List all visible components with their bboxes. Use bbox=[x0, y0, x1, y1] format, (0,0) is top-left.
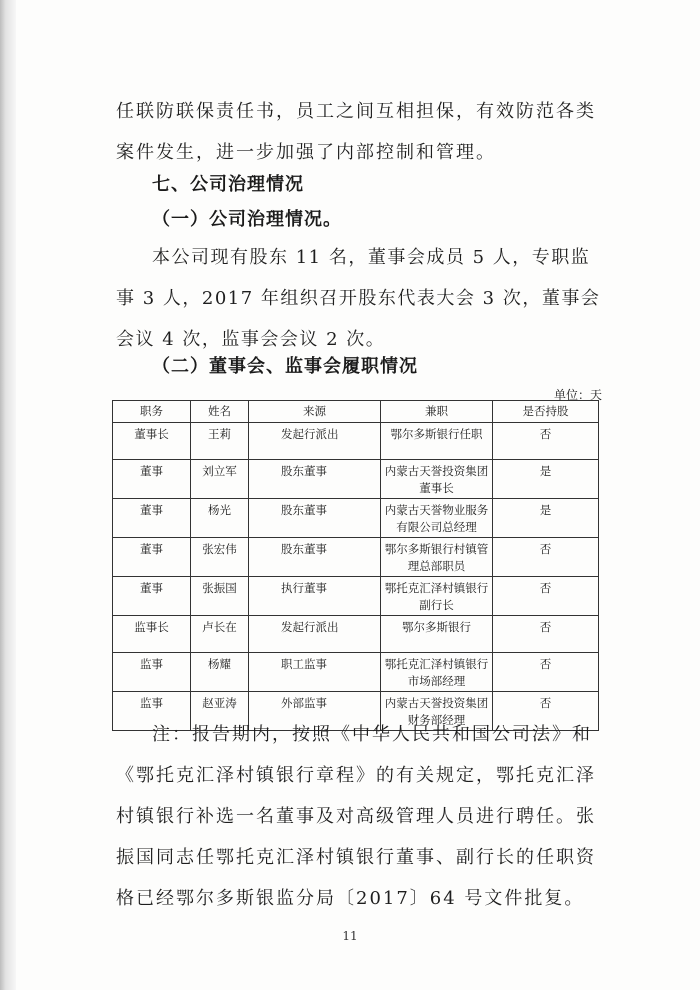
table-row bbox=[113, 653, 599, 692]
cell-concurrent: 内蒙古天誉物业服务有限公司总经理 bbox=[381, 499, 493, 538]
page-number: 11 bbox=[342, 929, 358, 943]
cell-source: 股东董事 bbox=[249, 538, 381, 577]
cell-holds-shares: 否 bbox=[493, 577, 599, 616]
intro-paragraph: 任联防联保责任书，员工之间互相担保，有效防范各类案件发生，进一步加强了内部控制和管理。 bbox=[116, 101, 596, 163]
cell-holds-shares: 否 bbox=[493, 653, 599, 692]
cell-concurrent: 内蒙古天誉投资集团财务部经理 bbox=[381, 692, 493, 731]
cell-holds-shares: 否 bbox=[493, 538, 599, 577]
unit-label: 单位：天 bbox=[553, 388, 602, 402]
cell-name: 王莉 bbox=[191, 423, 249, 460]
header-position: 职务 bbox=[113, 401, 191, 423]
cell-position: 董事长 bbox=[113, 423, 191, 460]
cell-source: 股东董事 bbox=[249, 460, 381, 499]
cell-concurrent: 鄂尔多斯银行 bbox=[381, 616, 493, 653]
cell-name: 杨光 bbox=[191, 499, 249, 538]
cell-name: 张振国 bbox=[191, 577, 249, 616]
cell-name: 刘立军 bbox=[191, 460, 249, 499]
table-row bbox=[113, 460, 599, 499]
cell-position: 董事 bbox=[113, 538, 191, 577]
cell-concurrent: 内蒙古天誉投资集团董事长 bbox=[381, 460, 493, 499]
scan-edge-shadow bbox=[0, 0, 16, 990]
cell-holds-shares: 否 bbox=[493, 423, 599, 460]
cell-position: 监事 bbox=[113, 692, 191, 731]
table-row bbox=[113, 423, 599, 460]
header-source: 来源 bbox=[249, 401, 381, 423]
cell-source: 职工监事 bbox=[249, 653, 381, 692]
cell-name: 卢长在 bbox=[191, 616, 249, 653]
governance-paragraph: 本公司现有股东 11 名，董事会成员 5 人，专职监事 3 人，2017 年组织召开股东代表大会 3 次，董事会会议 4 次，监事会会议 2 次。 bbox=[116, 247, 601, 350]
cell-holds-shares: 否 bbox=[493, 692, 599, 731]
cell-position: 董事 bbox=[113, 460, 191, 499]
cell-holds-shares: 否 bbox=[493, 616, 599, 653]
cell-name: 赵亚涛 bbox=[191, 692, 249, 731]
table-row bbox=[113, 538, 599, 577]
cell-source: 外部监事 bbox=[249, 692, 381, 731]
cell-position: 董事 bbox=[113, 499, 191, 538]
board-members-table bbox=[112, 400, 599, 731]
cell-name: 张宏伟 bbox=[191, 538, 249, 577]
header-name: 姓名 bbox=[191, 401, 249, 423]
cell-source: 执行董事 bbox=[249, 577, 381, 616]
cell-concurrent: 鄂托克汇泽村镇银行副行长 bbox=[381, 577, 493, 616]
cell-position: 董事 bbox=[113, 577, 191, 616]
cell-holds-shares: 是 bbox=[493, 460, 599, 499]
subsection-heading-board: （二）董事会、监事会履职情况 bbox=[152, 356, 418, 377]
table-row bbox=[113, 616, 599, 653]
cell-position: 监事 bbox=[113, 653, 191, 692]
section-heading: 七、公司治理情况 bbox=[152, 174, 304, 195]
cell-source: 发起行派出 bbox=[249, 616, 381, 653]
subsection-heading-governance: （一）公司治理情况。 bbox=[152, 209, 342, 230]
cell-holds-shares: 是 bbox=[493, 499, 599, 538]
cell-source: 发起行派出 bbox=[249, 423, 381, 460]
cell-position: 监事长 bbox=[113, 616, 191, 653]
note-paragraph: 注：报告期内，按照《中华人民共和国公司法》和《鄂托克汇泽村镇银行章程》的有关规定，鄂托克汇泽村镇银行补选一名董事及对高级管理人员进行聘任。张振国同志任鄂托克汇泽村镇银行董事、副行长的任职资格已经鄂尔多斯银监分局〔2017〕64 号文件批复。 bbox=[116, 724, 596, 909]
header-holds-shares: 是否持股 bbox=[493, 401, 599, 423]
cell-concurrent: 鄂尔多斯银行任职 bbox=[381, 423, 493, 460]
cell-name: 杨耀 bbox=[191, 653, 249, 692]
table-row bbox=[113, 499, 599, 538]
cell-concurrent: 鄂托克汇泽村镇银行市场部经理 bbox=[381, 653, 493, 692]
cell-source: 股东董事 bbox=[249, 499, 381, 538]
table-header-row bbox=[113, 401, 599, 423]
table-row bbox=[113, 577, 599, 616]
header-concurrent: 兼职 bbox=[381, 401, 493, 423]
cell-concurrent: 鄂尔多斯银行村镇管理总部职员 bbox=[381, 538, 493, 577]
